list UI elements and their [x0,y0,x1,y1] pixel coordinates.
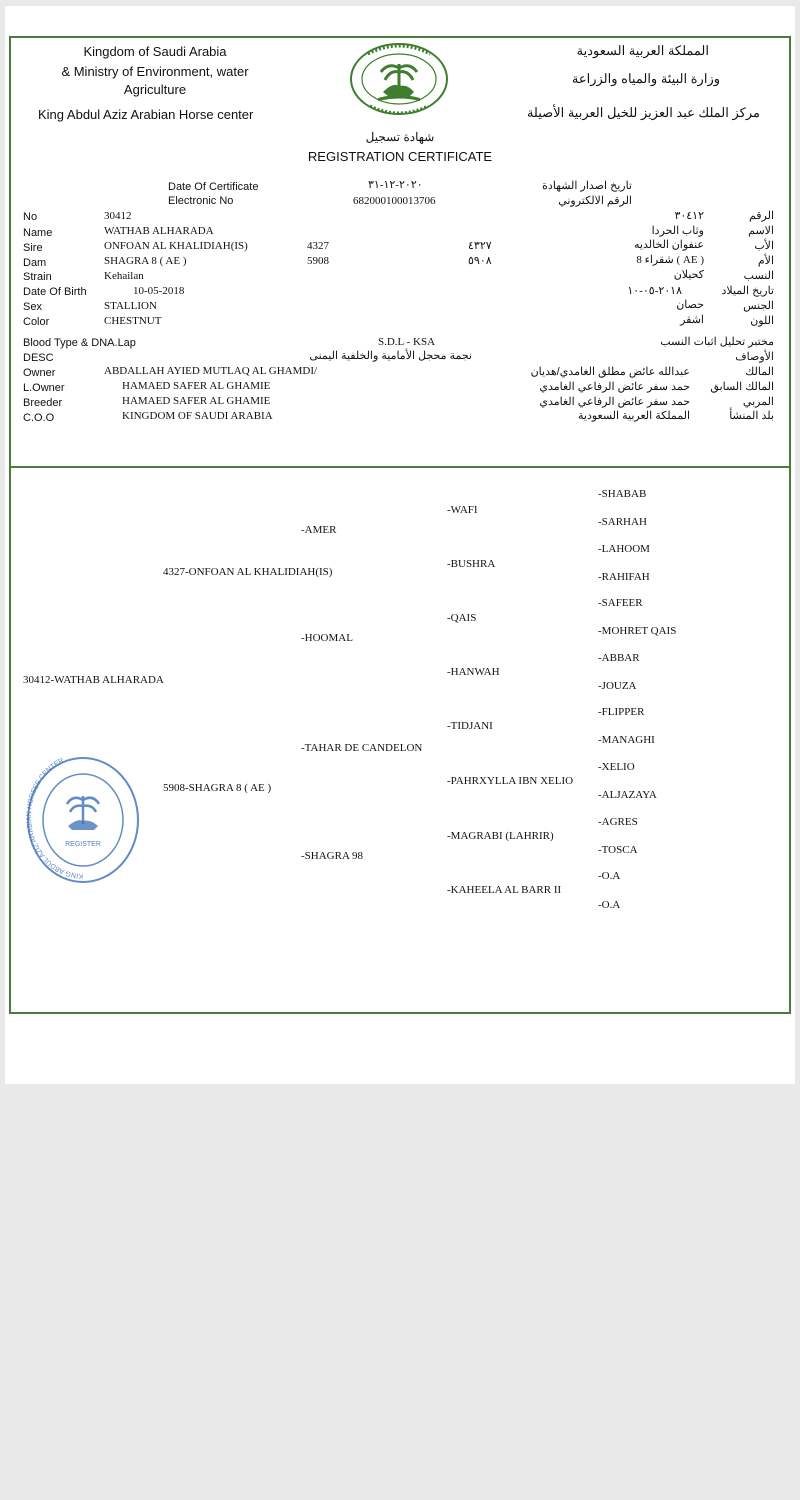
pedigree-gen4: -SARHAH [598,516,647,528]
field-number: 5908 [307,255,329,267]
owner-label: Breeder [23,397,63,409]
header-en-line3: Agriculture [123,82,187,97]
pedigree-gen4: -JOUZA [598,680,637,692]
pedigree-gen3: -MAGRABI (LAHRIR) [447,830,554,842]
field-ar-label: الاسم [748,225,774,237]
section-divider [9,466,789,468]
field-ar-label: الأب [754,240,774,252]
header-ar-center: مركز الملك عبد العزيز للخيل العربية الأصيلة [526,105,760,120]
ministry-logo-icon [348,40,450,118]
blood-type-label: Blood Type & DNA.Lap [23,337,136,349]
stamp-ring-text: KING ABDUL AZIZ ARABIAN HORSES CENTER [26,757,84,880]
field-ar-value: حصان [676,299,704,311]
field-label: No [23,211,38,223]
owner-ar-value: حمد سفر عائض الرفاعي الغامدي [539,381,690,393]
field-ar-value: وثاب الحردا [651,225,704,237]
pedigree-gen3: -HANWAH [447,666,500,678]
field-ar-label: الجنس [743,300,774,312]
field-ar-label: النسب [743,270,774,282]
pedigree-gen3: -KAHEELA AL BARR II [447,884,562,896]
pedigree-gen4: -AGRES [598,816,638,828]
owner-ar-value: حمد سفر عائض الرفاعي الغامدي [539,396,690,408]
owner-ar-value: عبدالله عائض مطلق الغامدي/هديان [530,366,690,378]
field-ar-value: ٢٠١٨-٠٥-١٠ [627,285,682,297]
stamp-register-text: REGISTER [65,841,101,848]
meta-electronic-ar-label: الرقم الالكتروني [558,195,632,207]
pedigree-gen4: -SAFEER [598,597,643,609]
pedigree-horse: 30412-WATHAB ALHARADA [23,674,164,686]
title-ar: شهادة تسجيل [365,130,435,144]
field-label: Sire [23,242,43,254]
pedigree-gen4: -RAHIFAH [598,571,650,583]
pedigree-gen3: -TIDJANI [447,720,493,732]
pedigree-gen4: -XELIO [598,761,635,773]
pedigree-grandparent: -HOOMAL [301,632,353,644]
field-label: Strain [23,271,52,283]
field-label: Date Of Birth [23,286,87,298]
pedigree-gen3: -PAHRXYLLA IBN XELIO [447,775,574,787]
owner-value: KINGDOM OF SAUDI ARABIA [122,410,273,422]
field-value: WATHAB ALHARADA [104,225,214,237]
owner-value: HAMAED SAFER AL GHAMIE [122,395,271,407]
owner-ar-label: المالك السابق [710,381,774,393]
pedigree-grandparent: -TAHAR DE CANDELON [301,742,423,754]
field-value: SHAGRA 8 ( AE ) [104,255,187,267]
owner-ar-value: المملكة العربية السعودية [578,410,690,422]
pedigree-grandparent: -SHAGRA 98 [301,850,364,862]
pedigree-gen4: -FLIPPER [598,706,645,718]
field-label: Sex [23,301,42,313]
field-label: Name [23,227,53,239]
field-number-ar: ٤٣٢٧ [468,240,492,252]
owner-value: ABDALLAH AYIED MUTLAQ AL GHAMDI/ [104,365,318,377]
pedigree-gen4: -SHABAB [598,488,647,500]
meta-electronic-value: 682000100013706 [353,195,436,207]
field-value: 30412 [104,210,132,222]
header-ar-line2: وزارة البيئة والمياه والزراعة [571,71,720,86]
pedigree-sire: 4327-ONFOAN AL KHALIDIAH(IS) [163,566,333,578]
field-ar-value: كحيلان [673,269,704,281]
pedigree-gen4: -ABBAR [598,652,640,664]
header-en-center: King Abdul Aziz Arabian Horse center [38,107,254,122]
pedigree-gen4: -O.A [598,870,621,882]
title-en: REGISTRATION CERTIFICATE [307,149,493,164]
header-en-line2: & Ministry of Environment, water [61,64,249,79]
field-ar-value: ٣٠٤١٢ [674,210,704,222]
meta-date-label: Date Of Certificate [168,181,259,193]
pedigree-gen4: -O.A [598,899,621,911]
field-number-ar: ٥٩٠٨ [468,255,492,267]
field-ar-value: ( AE ) شقراء 8 [636,254,704,266]
pedigree-gen3: -QAIS [447,612,477,624]
pedigree-dam: 5908-SHAGRA 8 ( AE ) [163,782,272,794]
desc-ar-label: الأوصاف [735,351,774,363]
pedigree-gen4: -MOHRET QAIS [598,625,677,637]
owner-value: HAMAED SAFER AL GHAMIE [122,380,271,392]
pedigree-gen4: -MANAGHI [598,734,655,746]
owner-ar-label: بلد المنشأ [729,410,774,422]
owner-label: C.O.O [23,412,55,424]
field-ar-value: اشقر [680,314,704,326]
field-label: Dam [23,257,47,269]
pedigree-gen3: -WAFI [447,504,478,516]
owner-label: L.Owner [23,382,65,394]
field-label: Color [23,316,50,328]
owner-ar-label: المالك [745,366,774,378]
pedigree-gen3: -BUSHRA [447,558,496,570]
owner-label: Owner [23,367,56,379]
pedigree-gen4: -TOSCA [598,844,638,856]
pedigree-gen4: -LAHOOM [598,543,650,555]
field-ar-label: تاريخ الميلاد [721,285,774,297]
field-value: 10-05-2018 [133,285,185,297]
field-ar-value: عنفوان الخالديه [634,239,704,251]
field-ar-label: اللون [750,315,774,327]
desc-label: DESC [23,352,54,364]
field-value: CHESTNUT [104,315,162,327]
meta-electronic-label: Electronic No [168,195,234,207]
meta-date-ar-label: تاريخ اصدار الشهادة [542,180,632,192]
field-value: ONFOAN AL KHALIDIAH(IS) [104,240,248,252]
header-en-line1: Kingdom of Saudi Arabia [83,44,227,59]
meta-date-value: ٢٠٢٠-١٢-٣١ [368,179,423,191]
pedigree-gen4: -ALJAZAYA [598,789,657,801]
owner-ar-label: المربي [742,396,774,408]
pedigree-grandparent: -AMER [301,524,337,536]
blood-type-ar-label: مختبر تحليل اثبات النسب [660,336,774,348]
field-value: STALLION [104,300,157,312]
register-stamp-icon [26,756,140,886]
blood-type-value: S.D.L - KSA [378,336,436,348]
desc-ar-value: نجمة محجل الأمامية والخلفية اليمنى [309,350,472,362]
field-value: Kehailan [104,270,144,282]
header-ar-line1: المملكة العربية السعودية [576,43,709,58]
field-ar-label: الأم [757,255,774,267]
field-ar-label: الرقم [748,210,774,222]
field-number: 4327 [307,240,329,252]
